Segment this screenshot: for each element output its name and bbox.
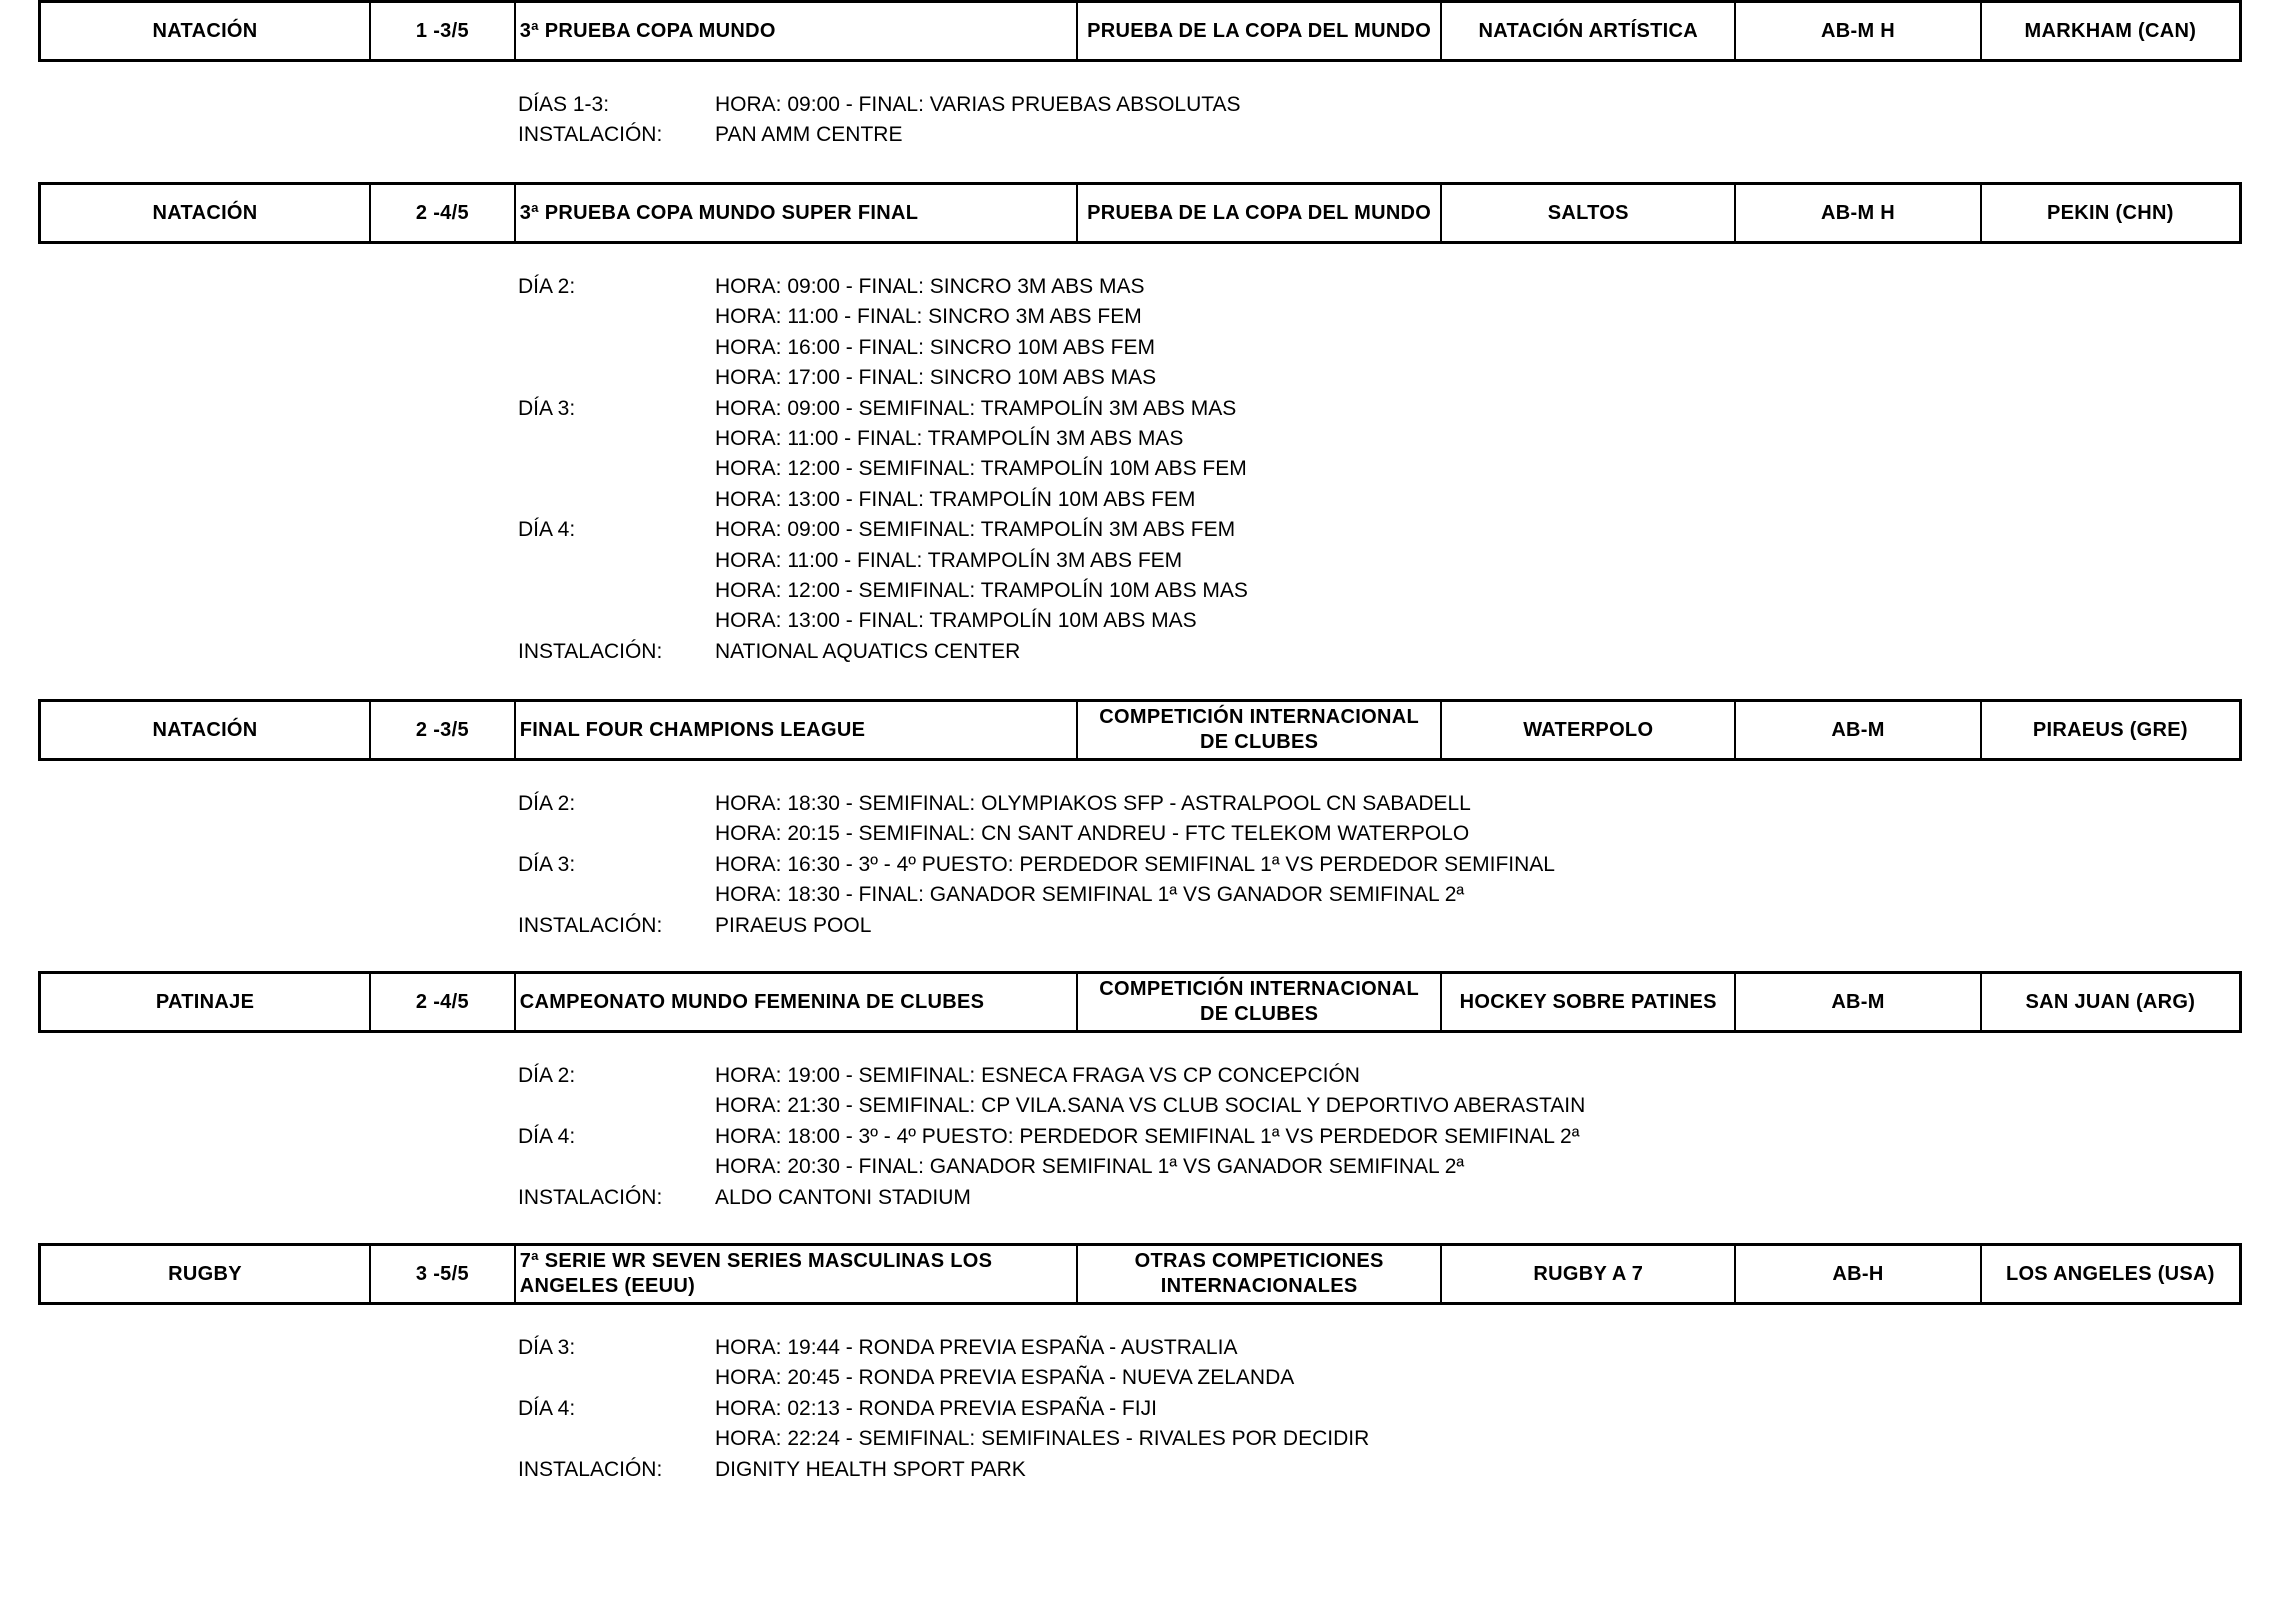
- detail-label: [518, 606, 715, 636]
- detail-row: [518, 1091, 2242, 1121]
- event-category: AB-M H: [1734, 3, 1979, 59]
- detail-text: HORA: 20:30 - FINAL: GANADOR SEMIFINAL 1ª VS GANADOR SEMIFINAL 2ª: [715, 1155, 1465, 1179]
- event-name: 3ª PRUEBA COPA MUNDO SUPER FINAL: [514, 185, 1076, 241]
- detail-row: [518, 637, 2242, 667]
- detail-text: HORA: 02:13 - RONDA PREVIA ESPAÑA - FIJI: [715, 1396, 1157, 1420]
- detail-label: DÍA 2:: [518, 275, 576, 298]
- detail-label: [518, 1363, 715, 1393]
- event-details: [518, 789, 2242, 941]
- detail-row: [518, 1333, 2242, 1363]
- event-sport: NATACIÓN: [152, 201, 258, 224]
- event-dates: 2 -4/5: [369, 974, 514, 1030]
- detail-text: HORA: 22:24 - SEMIFINAL: SEMIFINALES - RIVALES POR DECIDIR: [715, 1427, 1370, 1451]
- event-dates: 2 -3/5: [369, 702, 514, 758]
- detail-row: [518, 1424, 2242, 1454]
- detail-label: INSTALACIÓN:: [518, 639, 663, 663]
- detail-row: [518, 515, 2242, 545]
- event-category: AB-M H: [1734, 185, 1979, 241]
- event-discipline: HOCKEY SOBRE PATINES: [1440, 974, 1734, 1030]
- event-discipline: SALTOS: [1440, 185, 1734, 241]
- detail-row: [518, 606, 2242, 636]
- detail-row: [518, 394, 2242, 424]
- event-location: MARKHAM (CAN): [1980, 3, 2239, 59]
- detail-text: PAN AMM CENTRE: [715, 123, 903, 147]
- event-header-row: [38, 1243, 2242, 1305]
- event-dates: 1 -3/5: [369, 3, 514, 59]
- event-location: LOS ANGELES (USA): [1980, 1246, 2239, 1302]
- event-type: PRUEBA DE LA COPA DEL MUNDO: [1076, 3, 1440, 59]
- detail-label: DÍA 3:: [518, 396, 576, 420]
- event-name: FINAL FOUR CHAMPIONS LEAGUE: [514, 702, 1076, 758]
- event-block: [38, 971, 2242, 1213]
- detail-text: HORA: 16:00 - FINAL: SINCRO 10M ABS FEM: [715, 335, 1155, 359]
- detail-text: HORA: 11:00 - FINAL: TRAMPOLÍN 3M ABS MAS: [715, 427, 1184, 451]
- detail-row: [518, 1061, 2242, 1091]
- detail-row: [518, 90, 2242, 120]
- detail-label: INSTALACIÓN:: [518, 1457, 663, 1481]
- detail-row: [518, 1363, 2242, 1393]
- event-name: 3ª PRUEBA COPA MUNDO: [514, 3, 1076, 59]
- detail-text: HORA: 20:45 - RONDA PREVIA ESPAÑA - NUEVA ZELANDA: [715, 1366, 1295, 1390]
- detail-label: DÍA 2:: [518, 792, 576, 815]
- detail-label: [518, 363, 715, 393]
- detail-label: DÍAS 1-3:: [518, 93, 610, 116]
- detail-text: HORA: 18:30 - FINAL: GANADOR SEMIFINAL 1ª VS GANADOR SEMIFINAL 2ª: [715, 883, 1465, 907]
- event-location: PEKIN (CHN): [1980, 185, 2239, 241]
- detail-label: [518, 1152, 715, 1182]
- event-category: AB-H: [1734, 1246, 1979, 1302]
- event-sport: NATACIÓN: [152, 718, 258, 741]
- detail-text: PIRAEUS POOL: [715, 913, 872, 937]
- detail-label: DÍA 4:: [518, 1396, 576, 1420]
- detail-label: [518, 819, 715, 849]
- event-header-row: [38, 0, 2242, 62]
- detail-row: [518, 333, 2242, 363]
- detail-text: HORA: 13:00 - FINAL: TRAMPOLÍN 10M ABS MAS: [715, 609, 1197, 633]
- detail-label: [518, 1091, 715, 1121]
- event-block: [38, 1243, 2242, 1485]
- detail-text: HORA: 20:15 - SEMIFINAL: CN SANT ANDREU - FTC TELEKOM WATERPOLO: [715, 822, 1470, 846]
- event-details: [518, 90, 2242, 151]
- detail-row: [518, 272, 2242, 302]
- detail-label: [518, 576, 715, 606]
- detail-text: HORA: 12:00 - SEMIFINAL: TRAMPOLÍN 10M ABS FEM: [715, 457, 1247, 481]
- detail-text: HORA: 09:00 - SEMIFINAL: TRAMPOLÍN 3M ABS MAS: [715, 396, 1237, 420]
- detail-label: [518, 546, 715, 576]
- detail-text: HORA: 12:00 - SEMIFINAL: TRAMPOLÍN 10M ABS MAS: [715, 579, 1248, 603]
- detail-row: [518, 363, 2242, 393]
- detail-text: HORA: 18:00 - 3º - 4º PUESTO: PERDEDOR SEMIFINAL 1ª VS PERDEDOR SEMIFINAL 2ª: [715, 1124, 1580, 1148]
- detail-label: DÍA 3:: [518, 852, 576, 876]
- detail-row: [518, 789, 2242, 819]
- event-sport: NATACIÓN: [152, 19, 258, 42]
- detail-text: NATIONAL AQUATICS CENTER: [715, 639, 1021, 663]
- detail-row: [518, 850, 2242, 880]
- detail-text: HORA: 11:00 - FINAL: TRAMPOLÍN 3M ABS FEM: [715, 548, 1183, 572]
- detail-row: [518, 485, 2242, 515]
- detail-row: [518, 1152, 2242, 1182]
- detail-label: DÍA 4:: [518, 1124, 576, 1148]
- detail-row: [518, 1183, 2242, 1213]
- event-details: [518, 1333, 2242, 1485]
- detail-label: INSTALACIÓN:: [518, 123, 663, 147]
- event-type: OTRAS COMPETICIONES INTERNACIONALES: [1076, 1246, 1440, 1302]
- event-name: CAMPEONATO MUNDO FEMENINA DE CLUBES: [514, 974, 1076, 1030]
- event-details: [518, 1061, 2242, 1213]
- detail-row: [518, 819, 2242, 849]
- detail-text: HORA: 09:00 - FINAL: VARIAS PRUEBAS ABSOLUTAS: [715, 93, 1241, 116]
- detail-text: HORA: 18:30 - SEMIFINAL: OLYMPIAKOS SFP - ASTRALPOOL CN SABADELL: [715, 792, 1471, 815]
- event-block: [38, 699, 2242, 941]
- detail-row: [518, 1122, 2242, 1152]
- detail-row: [518, 546, 2242, 576]
- detail-label: [518, 485, 715, 515]
- detail-text: HORA: 21:30 - SEMIFINAL: CP VILA.SANA VS CLUB SOCIAL Y DEPORTIVO ABERASTAIN: [715, 1094, 1586, 1118]
- event-dates: 2 -4/5: [369, 185, 514, 241]
- event-name: 7ª SERIE WR SEVEN SERIES MASCULINAS LOS ANGELES (EEUU): [514, 1246, 1076, 1302]
- event-header-row: [38, 971, 2242, 1033]
- detail-row: [518, 911, 2242, 941]
- detail-row: [518, 576, 2242, 606]
- event-location: SAN JUAN (ARG): [1980, 974, 2239, 1030]
- event-type: PRUEBA DE LA COPA DEL MUNDO: [1076, 185, 1440, 241]
- detail-label: DÍA 4:: [518, 518, 576, 542]
- event-block: [38, 182, 2242, 667]
- detail-row: [518, 424, 2242, 454]
- event-discipline: NATACIÓN ARTÍSTICA: [1440, 3, 1734, 59]
- detail-text: HORA: 19:44 - RONDA PREVIA ESPAÑA - AUSTRALIA: [715, 1336, 1238, 1359]
- detail-label: [518, 333, 715, 363]
- detail-label: [518, 302, 715, 332]
- event-discipline: RUGBY A 7: [1440, 1246, 1734, 1302]
- detail-label: DÍA 2:: [518, 1064, 576, 1087]
- detail-row: [518, 302, 2242, 332]
- detail-label: [518, 454, 715, 484]
- detail-row: [518, 1394, 2242, 1424]
- detail-row: [518, 880, 2242, 910]
- detail-label: [518, 424, 715, 454]
- detail-label: [518, 880, 715, 910]
- event-category: AB-M: [1734, 702, 1979, 758]
- event-header-row: [38, 182, 2242, 244]
- detail-text: DIGNITY HEALTH SPORT PARK: [715, 1457, 1026, 1481]
- detail-row: [518, 120, 2242, 150]
- event-details: [518, 272, 2242, 667]
- detail-text: HORA: 11:00 - FINAL: SINCRO 3M ABS FEM: [715, 305, 1142, 329]
- detail-text: HORA: 09:00 - SEMIFINAL: TRAMPOLÍN 3M ABS FEM: [715, 518, 1236, 542]
- event-dates: 3 -5/5: [369, 1246, 514, 1302]
- event-location: PIRAEUS (GRE): [1980, 702, 2239, 758]
- detail-row: [518, 454, 2242, 484]
- detail-text: HORA: 16:30 - 3º - 4º PUESTO: PERDEDOR SEMIFINAL 1ª VS PERDEDOR SEMIFINAL: [715, 852, 1555, 876]
- detail-text: HORA: 19:00 - SEMIFINAL: ESNECA FRAGA VS CP CONCEPCIÓN: [715, 1064, 1360, 1087]
- event-sport: RUGBY: [168, 1262, 242, 1285]
- detail-text: ALDO CANTONI STADIUM: [715, 1185, 971, 1209]
- detail-label: [518, 1424, 715, 1454]
- detail-row: [518, 1455, 2242, 1485]
- event-sport: PATINAJE: [155, 990, 255, 1013]
- detail-label: INSTALACIÓN:: [518, 913, 663, 937]
- event-header-row: [38, 699, 2242, 761]
- detail-text: HORA: 17:00 - FINAL: SINCRO 10M ABS MAS: [715, 366, 1157, 390]
- detail-label: INSTALACIÓN:: [518, 1185, 663, 1209]
- detail-label: DÍA 3:: [518, 1336, 576, 1359]
- detail-text: HORA: 09:00 - FINAL: SINCRO 3M ABS MAS: [715, 275, 1145, 298]
- event-block: [38, 0, 2242, 151]
- event-type: COMPETICIÓN INTERNACIONAL DE CLUBES: [1076, 974, 1440, 1030]
- event-category: AB-M: [1734, 974, 1979, 1030]
- event-discipline: WATERPOLO: [1440, 702, 1734, 758]
- event-type: COMPETICIÓN INTERNACIONAL DE CLUBES: [1076, 702, 1440, 758]
- detail-text: HORA: 13:00 - FINAL: TRAMPOLÍN 10M ABS FEM: [715, 487, 1196, 511]
